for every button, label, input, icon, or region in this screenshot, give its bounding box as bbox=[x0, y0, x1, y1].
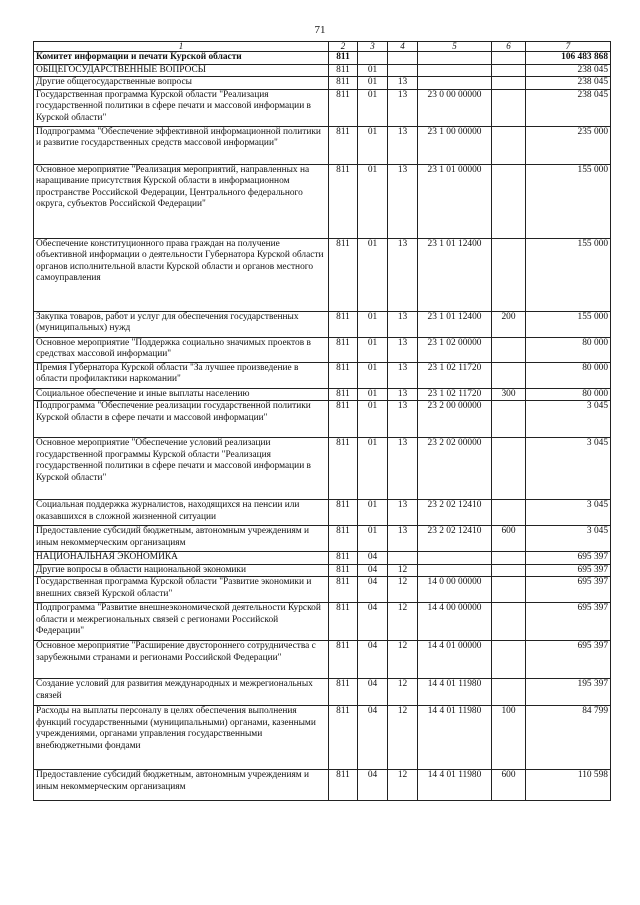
target-article-code: 23 2 00 00000 bbox=[418, 401, 492, 438]
table-body bbox=[34, 42, 611, 801]
expense-type-code bbox=[492, 64, 526, 77]
row-name: Другие вопросы в области национальной экономики bbox=[34, 564, 329, 577]
amount: 155 000 bbox=[526, 238, 611, 311]
amount: 80 000 bbox=[526, 388, 611, 401]
ministry-code: 811 bbox=[329, 77, 358, 90]
amount: 110 598 bbox=[526, 770, 611, 801]
ministry-code: 811 bbox=[329, 438, 358, 500]
row-name: Предоставление субсидий бюджетным, автономным учреждениям и иным некоммерческим организациям bbox=[34, 526, 329, 552]
ministry-code: 811 bbox=[329, 337, 358, 362]
section-code: 01 bbox=[358, 438, 388, 500]
subsection-code: 13 bbox=[388, 526, 418, 552]
expense-type-code: 300 bbox=[492, 388, 526, 401]
section-code: 01 bbox=[358, 401, 388, 438]
ministry-code: 811 bbox=[329, 526, 358, 552]
subsection-code: 12 bbox=[388, 706, 418, 770]
table-row bbox=[34, 64, 611, 77]
table-row bbox=[34, 706, 611, 770]
expense-type-code bbox=[492, 52, 526, 65]
row-name: Социальное обеспечение и иные выплаты населению bbox=[34, 388, 329, 401]
table-row bbox=[34, 164, 611, 238]
subsection-code: 12 bbox=[388, 577, 418, 603]
target-article-code: 23 1 01 12400 bbox=[418, 238, 492, 311]
target-article-code: 23 1 02 11720 bbox=[418, 388, 492, 401]
table-row bbox=[34, 401, 611, 438]
row-name: Премия Губернатора Курской области "За лучшее произведение в области профилактики наркомании" bbox=[34, 362, 329, 388]
ministry-code: 811 bbox=[329, 603, 358, 641]
target-article-code: 23 1 00 00000 bbox=[418, 126, 492, 164]
expense-type-code bbox=[492, 126, 526, 164]
subsection-code: 13 bbox=[388, 89, 418, 126]
subsection-code: 13 bbox=[388, 388, 418, 401]
column-index-row bbox=[34, 42, 611, 52]
target-article-code: 23 1 02 11720 bbox=[418, 362, 492, 388]
section-code bbox=[358, 52, 388, 65]
section-code: 01 bbox=[358, 500, 388, 526]
section-code: 04 bbox=[358, 603, 388, 641]
row-name: Другие общегосударственные вопросы bbox=[34, 77, 329, 90]
page-number: 71 bbox=[314, 24, 326, 36]
table-row bbox=[34, 564, 611, 577]
expense-type-code bbox=[492, 401, 526, 438]
section-code: 01 bbox=[358, 337, 388, 362]
expense-type-code bbox=[492, 438, 526, 500]
column-index: 6 bbox=[492, 42, 526, 52]
amount: 80 000 bbox=[526, 337, 611, 362]
amount: 238 045 bbox=[526, 89, 611, 126]
table-row bbox=[34, 577, 611, 603]
ministry-code: 811 bbox=[329, 311, 358, 337]
amount: 80 000 bbox=[526, 362, 611, 388]
ministry-code: 811 bbox=[329, 164, 358, 238]
column-index: 4 bbox=[388, 42, 418, 52]
section-code: 01 bbox=[358, 77, 388, 90]
amount: 695 397 bbox=[526, 577, 611, 603]
section-code: 01 bbox=[358, 89, 388, 126]
row-name: Государственная программа Курской области "Развитие экономики и внешних связей Курской области" bbox=[34, 577, 329, 603]
expense-type-code bbox=[492, 500, 526, 526]
subsection-code: 13 bbox=[388, 164, 418, 238]
subsection-code: 13 bbox=[388, 126, 418, 164]
row-name: Основное мероприятие "Реализация мероприятий, направленных на наращивание присутствия Курской области в информационном пространстве Российской Федерации, Центрального федерального округа, субъектов Российской Федерации" bbox=[34, 164, 329, 238]
table-row bbox=[34, 52, 611, 65]
row-name: Основное мероприятие "Расширение двустороннего сотрудничества с зарубежными странами и регионами Российской Федерации" bbox=[34, 641, 329, 679]
ministry-code: 811 bbox=[329, 500, 358, 526]
section-code: 04 bbox=[358, 552, 388, 565]
table-row bbox=[34, 679, 611, 706]
section-code: 01 bbox=[358, 126, 388, 164]
expense-type-code bbox=[492, 77, 526, 90]
subsection-code: 13 bbox=[388, 362, 418, 388]
amount: 195 397 bbox=[526, 679, 611, 706]
row-name: НАЦИОНАЛЬНАЯ ЭКОНОМИКА bbox=[34, 552, 329, 565]
row-name: Подпрограмма "Обеспечение эффективной информационной политики и развитие государственных средств массовой информации" bbox=[34, 126, 329, 164]
table-row bbox=[34, 89, 611, 126]
amount: 106 483 868 bbox=[526, 52, 611, 65]
ministry-code: 811 bbox=[329, 641, 358, 679]
table-row bbox=[34, 126, 611, 164]
target-article-code: 14 4 01 11980 bbox=[418, 706, 492, 770]
section-code: 01 bbox=[358, 388, 388, 401]
section-code: 04 bbox=[358, 679, 388, 706]
row-name: Подпрограмма "Развитие внешнеэкономической деятельности Курской области и межрегиональных связей с регионами Российской Федерации" bbox=[34, 603, 329, 641]
amount: 3 045 bbox=[526, 401, 611, 438]
row-name: Государственная программа Курской области "Реализация государственной политики в сфере печати и массовой информации в Курской области" bbox=[34, 89, 329, 126]
section-code: 01 bbox=[358, 362, 388, 388]
section-code: 04 bbox=[358, 577, 388, 603]
ministry-code: 811 bbox=[329, 64, 358, 77]
expense-type-code: 600 bbox=[492, 526, 526, 552]
ministry-code: 811 bbox=[329, 770, 358, 801]
target-article-code bbox=[418, 52, 492, 65]
table-row bbox=[34, 438, 611, 500]
section-code: 04 bbox=[358, 641, 388, 679]
amount: 238 045 bbox=[526, 64, 611, 77]
row-name: Расходы на выплаты персоналу в целях обеспечения выполнения функций государственными (муниципальными) органами, казенными учреждениями, органами управления государственными внебюджетными фондами bbox=[34, 706, 329, 770]
column-index: 5 bbox=[418, 42, 492, 52]
row-name: Основное мероприятие "Поддержка социально значимых проектов в средствах массовой информации" bbox=[34, 337, 329, 362]
target-article-code: 23 1 01 00000 bbox=[418, 164, 492, 238]
ministry-code: 811 bbox=[329, 401, 358, 438]
expense-type-code bbox=[492, 641, 526, 679]
target-article-code bbox=[418, 64, 492, 77]
expense-type-code bbox=[492, 89, 526, 126]
amount: 3 045 bbox=[526, 526, 611, 552]
target-article-code: 23 1 02 00000 bbox=[418, 337, 492, 362]
table-row bbox=[34, 603, 611, 641]
target-article-code: 23 2 02 12410 bbox=[418, 526, 492, 552]
amount: 3 045 bbox=[526, 438, 611, 500]
ministry-code: 811 bbox=[329, 126, 358, 164]
subsection-code: 13 bbox=[388, 337, 418, 362]
subsection-code: 13 bbox=[388, 77, 418, 90]
target-article-code: 14 0 00 00000 bbox=[418, 577, 492, 603]
section-code: 04 bbox=[358, 770, 388, 801]
expense-type-code bbox=[492, 577, 526, 603]
budget-table bbox=[33, 41, 611, 801]
target-article-code bbox=[418, 77, 492, 90]
ministry-code: 811 bbox=[329, 552, 358, 565]
expense-type-code bbox=[492, 238, 526, 311]
target-article-code: 23 0 00 00000 bbox=[418, 89, 492, 126]
row-name: Предоставление субсидий бюджетным, автономным учреждениям и иным некоммерческим организациям bbox=[34, 770, 329, 801]
table-row bbox=[34, 641, 611, 679]
table-row bbox=[34, 337, 611, 362]
table-row bbox=[34, 500, 611, 526]
amount: 695 397 bbox=[526, 603, 611, 641]
target-article-code: 23 2 02 12410 bbox=[418, 500, 492, 526]
column-index: 2 bbox=[329, 42, 358, 52]
subsection-code: 12 bbox=[388, 770, 418, 801]
section-code: 01 bbox=[358, 526, 388, 552]
subsection-code: 12 bbox=[388, 564, 418, 577]
row-name: Подпрограмма "Обеспечение реализации государственной политики Курской области в сфере печати и массовой информации" bbox=[34, 401, 329, 438]
row-name: ОБЩЕГОСУДАРСТВЕННЫЕ ВОПРОСЫ bbox=[34, 64, 329, 77]
expense-type-code: 200 bbox=[492, 311, 526, 337]
target-article-code: 14 4 01 11980 bbox=[418, 679, 492, 706]
row-name: Социальная поддержка журналистов, находящихся на пенсии или оказавшихся в сложной жизненной ситуации bbox=[34, 500, 329, 526]
ministry-code: 811 bbox=[329, 679, 358, 706]
section-code: 04 bbox=[358, 706, 388, 770]
table-row bbox=[34, 770, 611, 801]
target-article-code: 23 2 02 00000 bbox=[418, 438, 492, 500]
amount: 3 045 bbox=[526, 500, 611, 526]
row-name: Обеспечение конституционного права граждан на получение объективной информации о деятельности Губернатора Курской области органов исполнительной власти Курской области и органов местного самоуправления bbox=[34, 238, 329, 311]
subsection-code: 13 bbox=[388, 500, 418, 526]
table-row bbox=[34, 362, 611, 388]
table-row bbox=[34, 77, 611, 90]
column-index: 7 bbox=[526, 42, 611, 52]
target-article-code: 14 4 01 11980 bbox=[418, 770, 492, 801]
expense-type-code bbox=[492, 552, 526, 565]
expense-type-code bbox=[492, 337, 526, 362]
target-article-code: 14 4 00 00000 bbox=[418, 603, 492, 641]
ministry-code: 811 bbox=[329, 362, 358, 388]
target-article-code: 23 1 01 12400 bbox=[418, 311, 492, 337]
section-code: 01 bbox=[358, 311, 388, 337]
subsection-code bbox=[388, 64, 418, 77]
section-code: 01 bbox=[358, 164, 388, 238]
ministry-code: 811 bbox=[329, 89, 358, 126]
target-article-code bbox=[418, 552, 492, 565]
target-article-code bbox=[418, 564, 492, 577]
expense-type-code bbox=[492, 164, 526, 238]
ministry-code: 811 bbox=[329, 388, 358, 401]
row-name: Закупка товаров, работ и услуг для обеспечения государственных (муниципальных) нужд bbox=[34, 311, 329, 337]
expense-type-code: 100 bbox=[492, 706, 526, 770]
subsection-code: 13 bbox=[388, 238, 418, 311]
ministry-code: 811 bbox=[329, 706, 358, 770]
subsection-code: 13 bbox=[388, 401, 418, 438]
amount: 695 397 bbox=[526, 552, 611, 565]
table-row bbox=[34, 238, 611, 311]
expense-type-code bbox=[492, 362, 526, 388]
amount: 695 397 bbox=[526, 564, 611, 577]
section-code: 04 bbox=[358, 564, 388, 577]
amount: 84 799 bbox=[526, 706, 611, 770]
subsection-code bbox=[388, 552, 418, 565]
ministry-code: 811 bbox=[329, 564, 358, 577]
subsection-code: 12 bbox=[388, 679, 418, 706]
subsection-code: 12 bbox=[388, 603, 418, 641]
column-index: 3 bbox=[358, 42, 388, 52]
expense-type-code bbox=[492, 603, 526, 641]
amount: 155 000 bbox=[526, 311, 611, 337]
ministry-code: 811 bbox=[329, 52, 358, 65]
subsection-code bbox=[388, 52, 418, 65]
table-row bbox=[34, 311, 611, 337]
column-index: 1 bbox=[34, 42, 329, 52]
row-name: Создание условий для развития международных и межрегиональных связей bbox=[34, 679, 329, 706]
subsection-code: 12 bbox=[388, 641, 418, 679]
subsection-code: 13 bbox=[388, 438, 418, 500]
table-row bbox=[34, 526, 611, 552]
amount: 235 000 bbox=[526, 126, 611, 164]
amount: 155 000 bbox=[526, 164, 611, 238]
ministry-code: 811 bbox=[329, 577, 358, 603]
expense-type-code bbox=[492, 679, 526, 706]
expense-type-code bbox=[492, 564, 526, 577]
amount: 238 045 bbox=[526, 77, 611, 90]
table-row bbox=[34, 388, 611, 401]
table-row bbox=[34, 552, 611, 565]
subsection-code: 13 bbox=[388, 311, 418, 337]
section-code: 01 bbox=[358, 64, 388, 77]
target-article-code: 14 4 01 00000 bbox=[418, 641, 492, 679]
row-name: Основное мероприятие "Обеспечение условий реализации государственной программы Курской области "Реализация государственной политики в сфере печати и массовой информации в Курской области" bbox=[34, 438, 329, 500]
amount: 695 397 bbox=[526, 641, 611, 679]
row-name: Комитет информации и печати Курской области bbox=[34, 52, 329, 65]
ministry-code: 811 bbox=[329, 238, 358, 311]
expense-type-code: 600 bbox=[492, 770, 526, 801]
section-code: 01 bbox=[358, 238, 388, 311]
